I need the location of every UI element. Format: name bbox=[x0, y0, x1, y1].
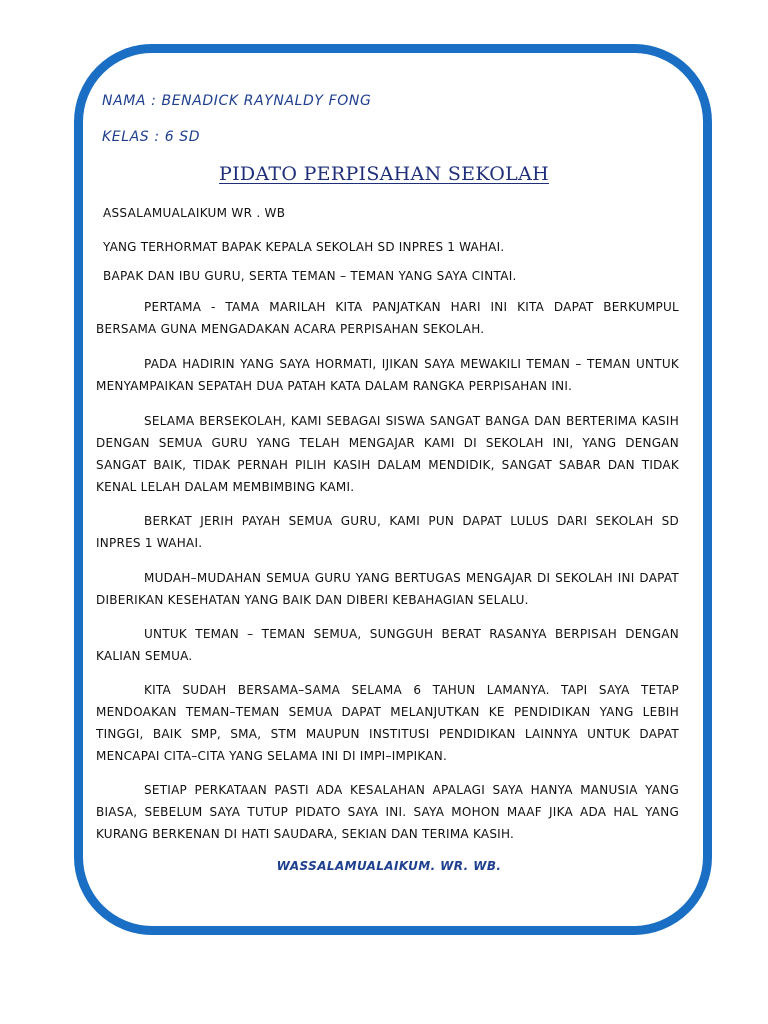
paragraph-wishes-teachers: MUDAH–MUDAHAN SEMUA GURU YANG BERTUGAS MENGAJAR DI SEKOLAH INI DAPAT DIBERIKAN KESEHATAN YANG BAIK DAN DIBERI KEBAHAGIAN SELALU. bbox=[96, 571, 679, 607]
paragraph-opening: PERTAMA - TAMA MARILAH KITA PANJATKAN HARI INI KITA DAPAT BERKUMPUL BERSAMA GUNA MENGADAKAN ACARA PERPISAHAN SEKOLAH. bbox=[96, 300, 679, 336]
student-name: NAMA : BENADICK RAYNALDY FONG bbox=[102, 93, 372, 109]
closing-salam: WASSALAMUALAIKUM. WR. WB. bbox=[276, 859, 502, 873]
paragraph-apology: SETIAP PERKATAAN PASTI ADA KESALAHAN APALAGI SAYA HANYA MANUSIA YANG BIASA, SEBELUM SAYA TUTUP PIDATO SAYA INI. SAYA MOHON MAAF JIKA ADA HAL YANG KURANG BERKENAN DI HATI SAUDARA, SEKIAN DAN TERIMA KASIH. bbox=[96, 783, 679, 841]
paragraph-graduation: BERKAT JERIH PAYAH SEMUA GURU, KAMI PUN DAPAT LULUS DARI SEKOLAH SD INPRES 1 WAHAI. bbox=[96, 514, 679, 550]
greeting-headmaster: YANG TERHORMAT BAPAK KEPALA SEKOLAH SD INPRES 1 WAHAI. bbox=[103, 240, 505, 254]
student-class: KELAS : 6 SD bbox=[102, 129, 201, 145]
paragraph-gratitude: SELAMA BERSEKOLAH, KAMI SEBAGAI SISWA SANGAT BANGA DAN BERTERIMA KASIH DENGAN SEMUA GURU YANG TELAH MENGAJAR KAMI DI SEKOLAH INI, YANG DENGAN SANGAT BAIK, TIDAK PERNAH PILIH KASIH DALAM MENDIDIK, SANGAT SABAR DAN TIDAK KENAL LELAH DALAM MEMBIMBING KAMI. bbox=[96, 414, 679, 494]
greeting-teachers-friends: BAPAK DAN IBU GURU, SERTA TEMAN – TEMAN YANG SAYA CINTAI. bbox=[103, 269, 517, 283]
greeting-salam: ASSALAMUALAIKUM WR . WB bbox=[103, 206, 286, 220]
paragraph-audience: PADA HADIRIN YANG SAYA HORMATI, IJIKAN SAYA MEWAKILI TEMAN – TEMAN UNTUK MENYAMPAIKAN SEPATAH DUA PATAH KATA DALAM RANGKA PERPISAHAN INI. bbox=[96, 357, 679, 393]
document-title: PIDATO PERPISAHAN SEKOLAH bbox=[219, 163, 549, 185]
paragraph-six-years: KITA SUDAH BERSAMA–SAMA SELAMA 6 TAHUN LAMANYA. TAPI SAYA TETAP MENDOAKAN TEMAN–TEMAN SEMUA DAPAT MELANJUTKAN KE PENDIDIKAN YANG LEBIH TINGGI, BAIK SMP, SMA, STM MAUPUN INSTITUSI PENDIDIKAN LAINNYA UNTUK DAPAT MENCAPAI CITA–CITA YANG SELAMA INI DI IMPI–IMPIKAN. bbox=[96, 683, 679, 763]
paragraph-friends: UNTUK TEMAN – TEMAN SEMUA, SUNGGUH BERAT RASANYA BERPISAH DENGAN KALIAN SEMUA. bbox=[96, 627, 679, 663]
